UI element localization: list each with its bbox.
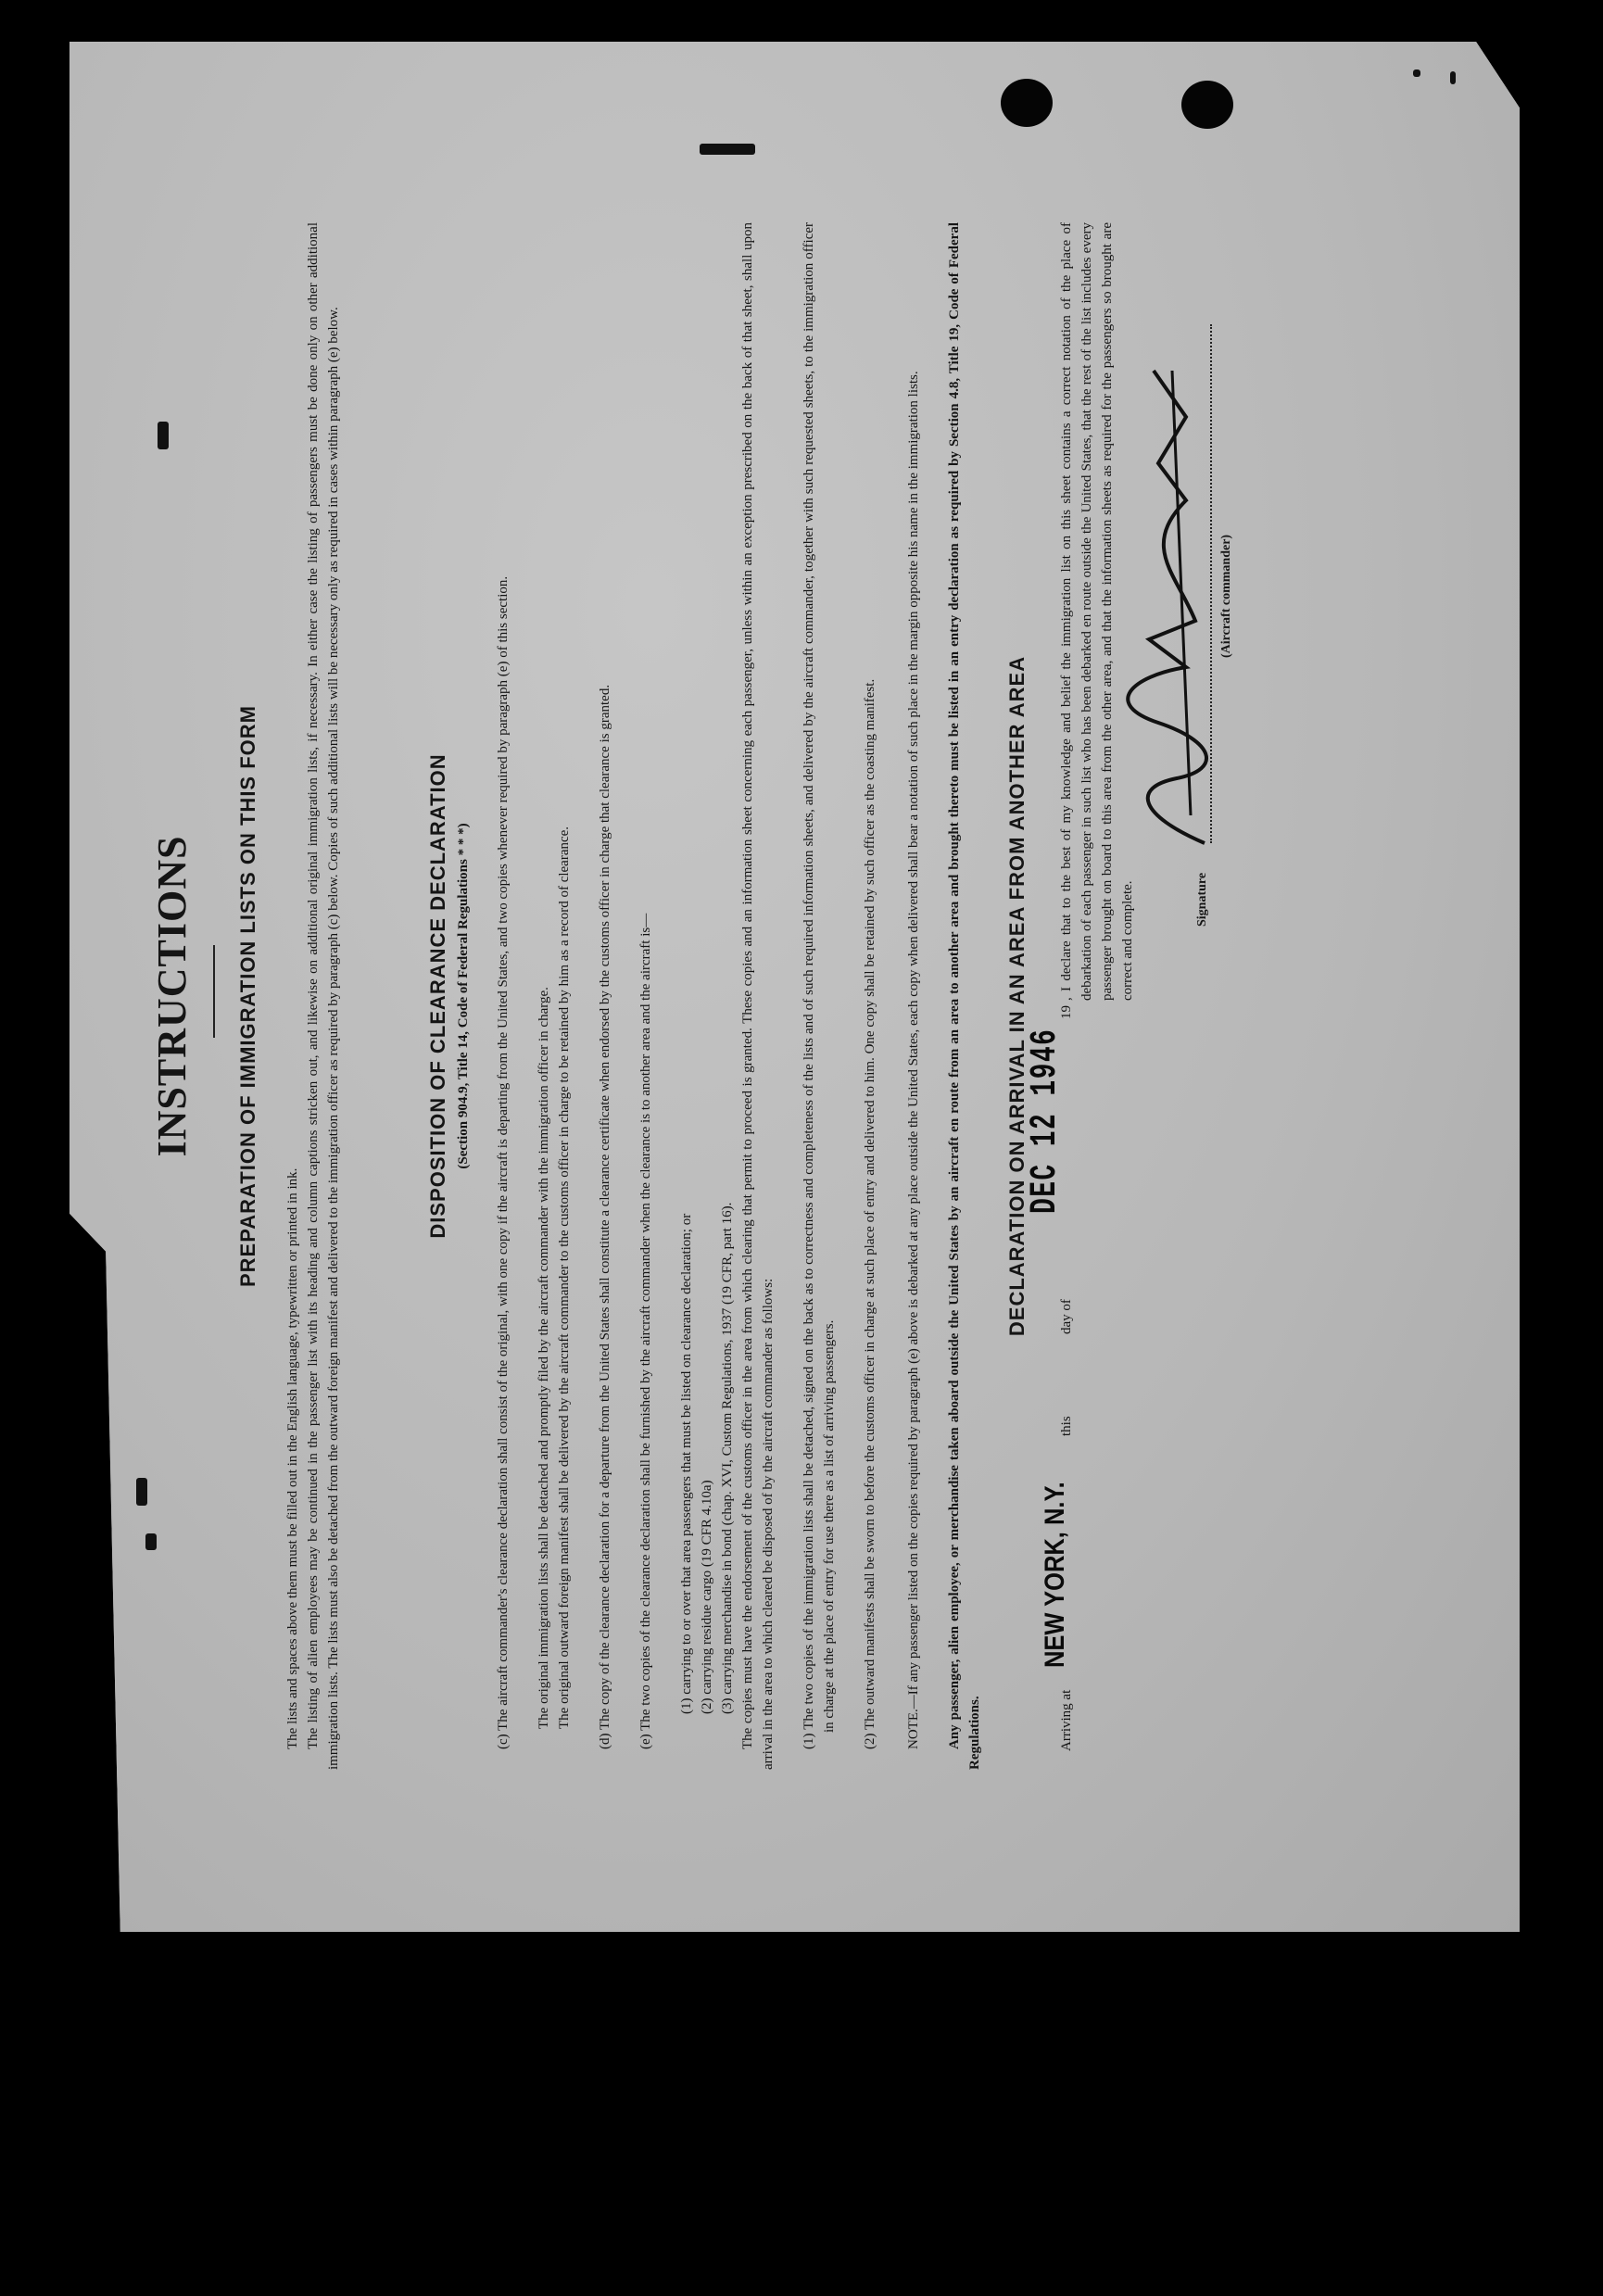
paragraph-copies: The copies must have the endorsement of the customs officer in the area from which clearing that permit to proceed is granted. These copies and an information sheet concerning each passenger, unless within an exception prescribed on the back of that sheet, shall upon arrival in the area to which cleared be disposed of by the aircraft commander as follows: — [740, 222, 776, 1770]
ink-speck — [1450, 71, 1456, 84]
paragraph-note: NOTE.—If any passenger listed on the copies required by paragraph (e) above is debarked at any place outside the United States, each copy when delivered shall bear a notation of such place in the margin opposite his name in the immigration lists. — [906, 371, 921, 1749]
item-e1: (1) carrying to or over that area passengers that must be listed on clearance declaration; or — [679, 1213, 694, 1714]
paragraph-e: (e) The two copies of the clearance declaration shall be furnished by the aircraft commander when the clearance is to another area and the aircraft is— — [638, 913, 653, 1749]
section-heading-disposition: DISPOSITION OF CLEARANCE DECLARATION — [426, 753, 449, 1239]
paragraph-c3: The original outward foreign manifest shall be delivered by the aircraft commander to the customs officer in charge to be retained by him as a record of clearance. — [557, 826, 572, 1729]
date-stamp: DEC 12 1946 — [1025, 1028, 1067, 1214]
item-e2: (2) carrying residue cargo (19 CFR 4.10a) — [700, 1480, 714, 1714]
signature-caption: (Aircraft commander) — [1219, 534, 1233, 658]
ink-speck — [1413, 69, 1420, 77]
paragraph-alien-employees: The listing of alien employees may be continued in the passenger list with its heading and column captions stricken out, and likewise on additional original immigration lists, if necessary. In either case the listing of passengers must be done only on other additional immigration lists. The lists must also be detached from the outward foreign manifest and delivered to the immigration officer as required by paragraph (c) below. Copies of such additional lists will be necessary only as required in cases within paragraph (e) below. — [306, 222, 341, 1770]
section-heading-declaration: DECLARATION ON ARRIVAL IN AN AREA FROM ANOTHER AREA — [1005, 655, 1029, 1337]
title-rule — [213, 945, 215, 1038]
punch-hole — [1001, 79, 1053, 127]
page-title: INSTRUCTIONS — [149, 835, 195, 1157]
day-label: day of — [1059, 1299, 1074, 1334]
paragraph-c: (c) The aircraft commander's clearance declaration shall consist of the original, with one copy if the aircraft is departing from the United States, and two copies whenever required by paragraph (e) of this section. — [496, 575, 511, 1749]
signature-label: Signature — [1195, 872, 1209, 927]
paragraph-language: The lists and spaces above them must be filled out in the English language, typewritten or printed in ink. — [285, 1167, 300, 1749]
section-heading-preparation: PREPARATION OF IMMIGRATION LISTS ON THIS FORM — [236, 705, 259, 1287]
paragraph-d: (d) The copy of the clearance declaration for a departure from the United States shall constitute a clearance certificate when endorsed by the customs officer in charge that clearance is granted. — [598, 684, 612, 1749]
ink-speck — [136, 1478, 147, 1506]
this-label: this — [1059, 1416, 1074, 1436]
arriving-value: NEW YORK, N.Y. — [1040, 1482, 1070, 1668]
arriving-label: Arriving at — [1059, 1689, 1074, 1751]
paragraph-c2: The original immigration lists shall be detached and promptly filed by the aircraft commander with the immigration officer in charge. — [536, 987, 551, 1729]
declaration-text: , I declare that to the best of my knowledge and belief the immigration list on this sheet contains a correct notation of the place of debarkation of each passenger in such list who has been debarked en route outside the United States, that the rest of the list includes every passenger brought on board to this area from the other area, and that the information sheets as required for the passengers so brought are correct and complete. — [1059, 222, 1135, 1001]
item-e3: (3) carrying merchandise in bond (chap. XVI, Custom Regulations, 1937 (19 CFR, part 16). — [720, 1202, 735, 1714]
handwritten-signature — [1121, 334, 1223, 852]
item-f2: (2) The outward manifests shall be sworn to before the customs officer in charge at such place of entry and delivered to him. One copy shall be retained by such officer as the coasting manifest. — [863, 678, 877, 1749]
section-subheading: (Section 904.9, Title 14, Code of Federal Regulations * * *) — [456, 823, 471, 1169]
paragraph-any-passenger: Any passenger, alien employee, or merchandise taken aboard outside the United States by an aircraft en route from an area to another area and brought thereto must be listed in an entry declaration as required by Section 4.8, Title 19, Code of Federal Regulations. — [947, 222, 982, 1770]
punch-hole — [1181, 81, 1233, 129]
item-f1: (1) The two copies of the immigration lists shall be detached, signed on the back as to correctness and completeness of the lists and of such required information sheets, and delivered by the aircraft commander, together with such requested sheets, to the immigration officer in charge at the place of entry for use there as a list of arriving passengers. — [802, 222, 837, 1749]
year-label: 19 — [1059, 1005, 1074, 1019]
rotated-content — [148, 139, 1316, 1853]
